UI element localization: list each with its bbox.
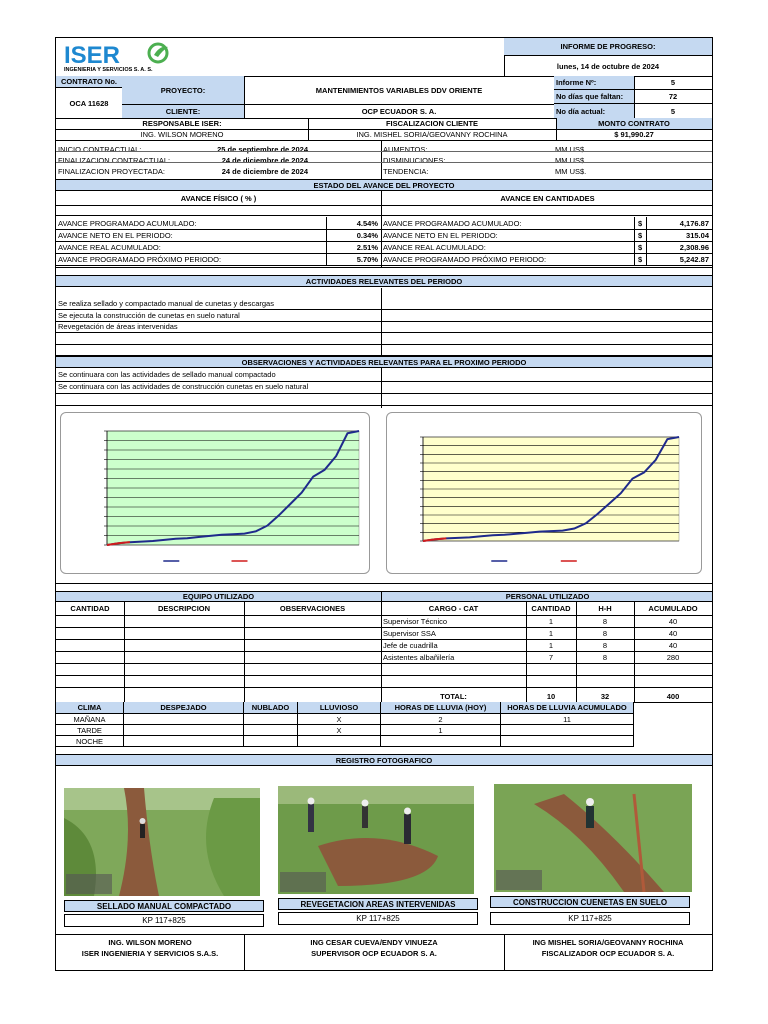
personal-total-acumulado: 400 [666, 691, 680, 701]
clima-col-header: HORAS DE LLUVIA (HOY) [381, 702, 501, 714]
monto-value: $ 91,990.27 [614, 130, 654, 139]
report-no-value: 5 [634, 76, 712, 90]
client-value: OCP ECUADOR S. A. [361, 107, 437, 116]
fisico-row-value: 4.54% [326, 217, 381, 229]
project-value: MANTENIMIENTOS VARIABLES DDV ORIENTE [244, 76, 554, 105]
svg-text:ISER: ISER [64, 42, 121, 69]
cantidades-row-value: 5,242.87 [679, 254, 709, 264]
cantidades-row-value: 315.04 [686, 230, 709, 240]
clima-cell-label: MAÑANA [56, 714, 124, 725]
photo-sellado-image-icon [64, 788, 260, 896]
fotos-title: REGISTRO FOTOGRAFICO [56, 754, 712, 766]
clima-cell-lluvioso [298, 736, 381, 747]
aumentos-value: MM US$. [555, 144, 587, 154]
firma-fiscalizador-role: FISCALIZADOR OCP ECUADOR S. A. [541, 949, 675, 958]
disminuciones-label: DISMINUCIONES: [383, 155, 446, 165]
clima-cell-nublado [244, 714, 298, 725]
kp-revegetacion: KP 117+825 [278, 912, 478, 925]
photo-revegetacion [278, 786, 474, 894]
fisico-row-label: AVANCE PROGRAMADO PRÓXIMO PERIODO: [58, 254, 222, 264]
clima-col-header: HORAS DE LLUVIA ACUMULADO [501, 702, 634, 714]
personal-col-acumulado: ACUMULADO [648, 604, 698, 613]
fisico-row-value: 5.70% [326, 253, 381, 265]
fisico-row-label: AVANCE PROGRAMADO ACUMULADO: [58, 218, 197, 228]
personal-hh: 8 [602, 616, 608, 626]
clima-cell-nublado [244, 736, 298, 747]
caption-revegetacion: REVEGETACION AREAS INTERVENIDAS [278, 898, 478, 910]
personal-col-cargo: CARGO - CAT [428, 604, 479, 613]
tendencia-label: TENDENCIA: [383, 166, 429, 176]
fin-value: 24 de diciembre de 2024 [221, 155, 308, 165]
inicio-value: 25 de septiembre de 2024 [217, 144, 308, 154]
equipo-title: EQUIPO UTILIZADO [56, 591, 381, 602]
days-left-label: No días que faltan: [554, 90, 634, 104]
personal-hh: 8 [602, 628, 608, 638]
personal-cargo: Supervisor SSA [383, 628, 436, 638]
personal-acumulado: 40 [668, 640, 678, 650]
personal-total-label: TOTAL: [440, 691, 467, 701]
personal-acumulado: 40 [668, 628, 678, 638]
personal-cantidad: 1 [548, 616, 554, 626]
report-title: INFORME DE PROGRESO: [504, 38, 712, 56]
fiscalizacion-label: FISCALIZACION CLIENTE [385, 119, 479, 128]
tendencia-row [383, 165, 703, 177]
clima-cell-acum [501, 725, 634, 736]
personal-cargo: Jefe de cuadrilla [383, 640, 438, 650]
client-label: CLIENTE: [122, 105, 244, 118]
personal-cargo: Supervisor Técnico [383, 616, 448, 626]
firma-supervisor-name: ING CESAR CUEVA/ENDY VINUEZA [310, 938, 438, 947]
personal-acumulado: 40 [668, 616, 678, 626]
report-no-label: Informe Nº: [554, 76, 634, 90]
current-day-label: No día actual: [554, 104, 634, 118]
aumentos-label: AUMENTOS: [383, 144, 428, 154]
actividades-title: ACTIVIDADES RELEVANTES DEL PERIODO [56, 275, 712, 287]
caption-sellado: SELLADO MANUAL COMPACTADO [64, 900, 264, 912]
clima-cell-despejado [124, 736, 244, 747]
observaciones-title: OBSERVACIONES Y ACTIVIDADES RELEVANTES PARA EL PROXIMO PERIODO [56, 356, 712, 368]
actividad-item: Se ejecuta la construcción de cunetas en suelo natural [58, 310, 240, 320]
equipo-col-cantidad: CANTIDAD [70, 604, 110, 613]
equipo-col-observaciones: OBSERVACIONES [279, 604, 346, 613]
firma-fiscalizador-name: ING MISHEL SORIA/GEOVANNY ROCHINA [532, 938, 684, 947]
report-date: lunes, 14 de octubre de 2024 [556, 61, 660, 71]
chart-cantidades [387, 413, 703, 575]
clima-cell-horas [381, 736, 501, 747]
personal-acumulado: 280 [666, 652, 680, 662]
personal-title: PERSONAL UTILIZADO [381, 591, 713, 602]
kp-construccion: KP 117+825 [490, 912, 690, 925]
kp-sellado: KP 117+825 [64, 914, 264, 927]
chart-fisico [61, 413, 371, 575]
personal-cantidad: 1 [548, 628, 554, 638]
contract-value: OCA 11628 [69, 98, 109, 108]
clima-cell-acum [501, 736, 634, 747]
fin-proy-row [58, 165, 308, 177]
clima-cell-horas: 2 [381, 714, 501, 725]
photo-construccion [494, 784, 692, 892]
fisico-row-value: 0.34% [326, 229, 381, 241]
clima-col-header: CLIMA [56, 702, 124, 714]
clima-cell-lluvioso: X [298, 725, 381, 736]
clima-cell-despejado [124, 725, 244, 736]
personal-col-hh: H-H [598, 604, 612, 613]
monto-label: MONTO CONTRATO [556, 118, 712, 129]
tendencia-value: MM US$. [555, 166, 587, 176]
fin-proy-value: 24 de diciembre de 2024 [221, 166, 308, 176]
firma-iser-name: ING. WILSON MORENO [108, 938, 192, 947]
fin-label: FINALIZACION CONTRACTUAL: [58, 155, 171, 165]
personal-cantidad: 7 [548, 652, 554, 662]
chart-cantidades-box [386, 412, 702, 574]
actividad-item: Revegetación de áreas intervenidas [58, 322, 178, 331]
personal-hh: 8 [602, 652, 608, 662]
personal-total-hh: 32 [600, 691, 610, 701]
inicio-label: INICIO CONTRACTUAL: [58, 144, 142, 154]
contract-label: CONTRATO No. [56, 76, 122, 88]
equipo-col-descripcion: DESCRIPCION [157, 604, 211, 613]
progress-report-sheet [55, 37, 713, 971]
logo-subtitle: INGENIERIA Y SERVICIOS S. A. S. [64, 67, 153, 73]
photo-sellado [64, 788, 260, 896]
clima-cell-nublado [244, 725, 298, 736]
fiscalizacion-value: ING. MISHEL SORIA/GEOVANNY ROCHINA [356, 130, 508, 139]
clima-cell-acum: 11 [501, 714, 634, 725]
cantidades-row-value: 2,308.96 [679, 242, 709, 252]
cantidades-row-label: AVANCE PROGRAMADO PRÓXIMO PERIODO: [383, 254, 547, 264]
photo-construccion-image-icon [494, 784, 692, 892]
clima-cell-lluvioso: X [298, 714, 381, 725]
firma-supervisor-role: SUPERVISOR OCP ECUADOR S. A. [311, 949, 437, 958]
cantidades-row-label: AVANCE NETO EN EL PERIODO: [383, 230, 498, 240]
estado-title: ESTADO DEL AVANCE DEL PROYECTO [56, 179, 712, 191]
cantidades-row-label: AVANCE REAL ACUMULADO: [383, 242, 486, 252]
personal-hh: 8 [602, 640, 608, 650]
iser-responsible-label: RESPONSABLE ISER: [142, 119, 222, 128]
cantidades-row-currency: $ [638, 230, 643, 240]
personal-col-cantidad: CANTIDAD [531, 604, 571, 613]
clima-cell-label: TARDE [56, 725, 124, 736]
clima-cell-despejado [124, 714, 244, 725]
personal-total-cantidad: 10 [546, 691, 556, 701]
cantidades-row-currency: $ [638, 242, 643, 252]
disminuciones-value: MM US$. [555, 155, 587, 165]
clima-cell-horas: 1 [381, 725, 501, 736]
cantidades-title: AVANCE EN CANTIDADES [500, 193, 595, 203]
chart-fisico-box [60, 412, 370, 574]
observacion-item: Se continuara con las actividades de sellado manual compactado [58, 370, 276, 379]
cantidades-row-value: 4,176.87 [679, 218, 709, 228]
firma-iser-role: ISER INGENIERIA Y SERVICIOS S.A.S. [81, 949, 219, 958]
fisico-row-label: AVANCE REAL ACUMULADO: [58, 242, 161, 252]
caption-construccion: CONSTRUCCION CUENETAS EN SUELO [490, 896, 690, 908]
iser-responsible-value: ING. WILSON MORENO [140, 130, 224, 139]
fisico-title: AVANCE FÍSICO ( % ) [180, 193, 257, 203]
fisico-row-value: 2.51% [326, 241, 381, 253]
cantidades-row-currency: $ [638, 218, 643, 228]
days-left-value: 72 [634, 90, 712, 104]
actividad-item: Se realiza sellado y compactado manual de cunetas y descargas [58, 299, 274, 308]
clima-col-header: NUBLADO [244, 702, 298, 714]
clima-col-header: LLUVIOSO [298, 702, 381, 714]
fin-proy-label: FINALIZACION PROYECTADA: [58, 166, 165, 176]
clima-col-header: DESPEJADO [124, 702, 244, 714]
clima-cell-label: NOCHE [56, 736, 124, 747]
cantidades-row-label: AVANCE PROGRAMADO ACUMULADO: [383, 218, 522, 228]
personal-cargo: Asistentes albañilería [383, 652, 455, 662]
personal-cantidad: 1 [548, 640, 554, 650]
fisico-row-label: AVANCE NETO EN EL PERIODO: [58, 230, 173, 240]
photo-revegetacion-image-icon [278, 786, 474, 894]
observacion-item: Se continuara con las actividades de construcción cunetas en suelo natural [58, 382, 309, 391]
project-label: PROYECTO: [122, 76, 244, 105]
cantidades-row-currency: $ [638, 254, 643, 264]
current-day-value: 5 [670, 106, 676, 116]
